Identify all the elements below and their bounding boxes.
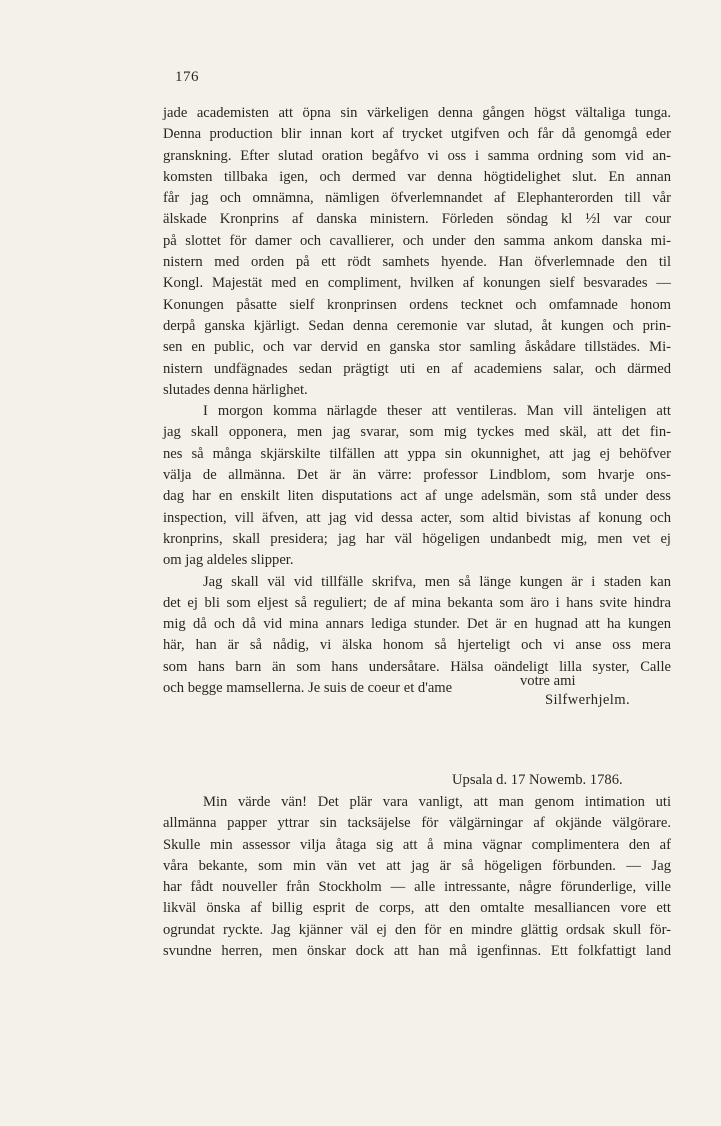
text-line: jade academisten att öpna sin värkeligen denna gången högst vältaliga tunga. xyxy=(163,105,671,121)
letter-body-2 xyxy=(163,792,671,962)
text-line: granskning. Efter slutad oration begåfvo vi oss i samma ordning som vid an- xyxy=(163,147,671,164)
text-line: ogrundat ryckte. Jag kjänner väl ej den för en mindre glättig ordsak skull för- xyxy=(163,921,671,938)
text-line: det ej bli som eljest så reguliert; de af mina bekanta som äro i hans svite hindra xyxy=(163,594,671,611)
text-line: här, han är så nådig, vi älska honom så hjerteligt och vi anse oss mera xyxy=(163,637,671,654)
letter-body xyxy=(163,103,671,699)
text-line: likväl önska af billig esprit de corps, att den omtalte mesalliancen vore ett xyxy=(163,900,671,917)
text-line: Min värde vän! Det plär vara vanligt, att man genom intimation uti xyxy=(203,794,671,810)
text-line: nistern med orden på ett rödt samhets hyende. Han öfverlemnade den til xyxy=(163,254,671,271)
text-line: som hans barn än som hans undersåtare. Hälsa oändeligt lilla syster, Calle xyxy=(163,658,671,675)
text-line: slutades denna härlighet. xyxy=(163,381,308,398)
text-line: Kongl. Majestät med en compliment, hvilken af konungen sielf besvarades — xyxy=(163,275,671,292)
text-line: på slottet för damer och cavallierer, och under den samma ankom danska mi- xyxy=(163,232,671,249)
closing-phrase: votre ami xyxy=(520,673,576,689)
text-line: välja de allmänna. Det är än värre: professor Lindblom, som hvarje ons- xyxy=(163,467,671,484)
letter-date: Upsala d. 17 Nowemb. 1786. xyxy=(452,772,623,788)
page-number: 176 xyxy=(175,69,199,85)
text-line: nistern undfägnades sedan prägtigt uti en af academiens salar, och därmed xyxy=(163,360,671,377)
text-line: sen en public, och var dervid en ganska stor samling åskådare tillstädes. Mi- xyxy=(163,339,671,356)
text-line: derpå ganska kjärligt. Sedan denna ceremonie var slutad, åt kungen och prin- xyxy=(163,317,671,334)
text-line: mig då och då vid mina annars lediga stunder. Det är en hugnad att ha kungen xyxy=(163,616,671,633)
text-line: Konungen påsatte sielf kronprinsen ordens tecknet och omfamnade honom xyxy=(163,296,671,313)
text-line: svundne herren, men önskar dock att han må igenfinnas. Ett folkfattigt land xyxy=(163,943,671,960)
text-line: dag har en enskilt liten disputations act af unge adelsmän, som stå under dess xyxy=(163,488,671,505)
text-line: Jag skall väl vid tillfälle skrifva, men så länge kungen är i staden kan xyxy=(203,573,671,590)
text-line: har fådt nouveller från Stockholm — alle intressante, någre förunderlige, ville xyxy=(163,879,671,896)
text-line: I morgon komma närlagde theser att ventileras. Man vill änteligen att xyxy=(203,403,671,420)
text-line: jag skall opponera, men jag svarar, som mig tyckes med skäl, att det fin- xyxy=(163,424,671,441)
text-line: komsten tillbaka igen, och dermed var denna högtidelighet slut. En annan xyxy=(163,168,671,185)
text-line: om jag aldeles slipper. xyxy=(163,552,294,569)
text-line: inspection, vill äfven, att jag vid dessa acter, som altid bivistas af konung och xyxy=(163,509,671,526)
text-line: kronprins, skall presidera; jag har väl högeligen undanbedt mig, men vet ej xyxy=(163,530,671,547)
text-line: nes så många skjärskilte tilfällen att yppa sin okunnighet, att jag ej behöfver xyxy=(163,445,671,462)
text-line: våra bekante, som min vän vet att jag är så högeligen förbunden. — Jag xyxy=(163,857,671,874)
text-line: älskade Kronprins af danska ministern. Förleden söndag kl ½l var cour xyxy=(163,211,671,228)
signature: Silfwerhjelm. xyxy=(545,692,631,708)
text-line: allmänna papper yttrar sin tacksäjelse för välgärningar af okjände välgörare. xyxy=(163,815,671,832)
text-line: Skulle min assessor vilja åtaga sig att å mina vägnar complimentera den af xyxy=(163,836,671,853)
text-line: får jag och omnämna, nämligen öfverlemnandet af Elephanterorden till vår xyxy=(163,190,671,207)
text-line: Denna production blir innan kort af trycket utgifven och får då genomgå eder xyxy=(163,126,671,143)
text-line: och begge mamsellerna. Je suis de coeur et d'ame xyxy=(163,680,453,697)
